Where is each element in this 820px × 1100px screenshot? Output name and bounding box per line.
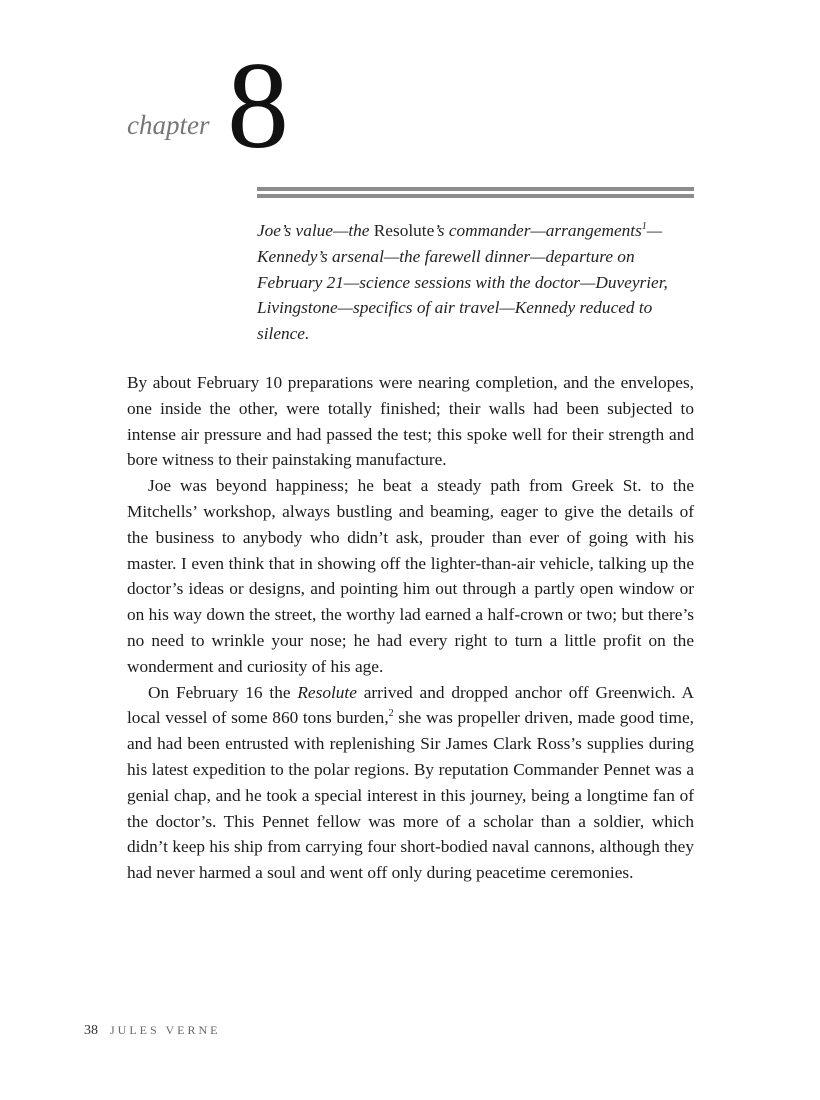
summary-text-1: Joe’s value—the (257, 221, 374, 240)
running-author: JULES VERNE (110, 1023, 221, 1037)
page-footer (84, 1023, 220, 1039)
paragraph-1: By about February 10 preparations were nearing completion, and the envelopes, one inside the other, were totally finished; their walls had been subjected to intense air pressure and had passed the test; this spoke well for their strength and bore witness to their painstaking manufacture. (127, 373, 694, 470)
paragraph-3-ship-name: Resolute (297, 682, 357, 702)
rule-line-bottom (257, 194, 694, 198)
paragraph-3-text-c: she was propeller driven, made good time, and had been entrusted with replenishing Sir James Clark Ross’s supplies during his latest expedition to the polar regions. By reputation Commander Pennet was a genial chap, and he took a special interest in this journey, being a longtime fan of the doctor’s. This Pennet fellow was more of a scholar than a soldier, which didn’t keep his ship from carrying four short-bodied naval cannons, although they had never harmed a soul and went off only during peacetime ceremonies. (127, 708, 694, 883)
paragraph-3-text-a: On February 16 the (148, 682, 298, 702)
summary-text-3: —Kennedy’s arsenal—the farewell dinner—departure on February 21—science sessions with the doctor—Duveyrier, Livingstone—specifics of air travel—Kennedy reduced to silence. (257, 221, 668, 344)
rule-line-top (257, 187, 694, 191)
footnote-marker-2[interactable]: 2 (388, 708, 394, 720)
summary-text-2: ’s commander—arrangements (434, 221, 642, 240)
chapter-number: 8 (227, 37, 289, 174)
paragraph-3-text-b: arrived and dropped anchor off Greenwich. A local vessel of some 860 tons burden, (127, 682, 694, 728)
chapter-rule (257, 187, 694, 201)
chapter-summary (257, 218, 697, 347)
paragraph-2: Joe was beyond happiness; he beat a steady path from Greek St. to the Mitchells’ workshop, always bustling and beaming, eager to give the details of the business to anybody who didn’t ask, prouder than ever of going with his master. I even think that in showing off the lighter-than-air vehicle, talking up the doctor’s ideas or designs, and pointing him out through a partly open window or on his way down the street, the worthy lad earned a half-crown or two; but there’s no need to wrinkle your nose; he had every right to turn a little profit on the wonderment and curiosity of his age. (127, 476, 694, 676)
body-text (127, 370, 694, 886)
summary-ship-name: Resolute (373, 221, 435, 240)
chapter-word: chapter (127, 110, 210, 140)
paragraph-3 (127, 680, 694, 886)
page-number: 38 (84, 1023, 98, 1038)
footnote-marker-1[interactable]: 1 (641, 221, 647, 233)
